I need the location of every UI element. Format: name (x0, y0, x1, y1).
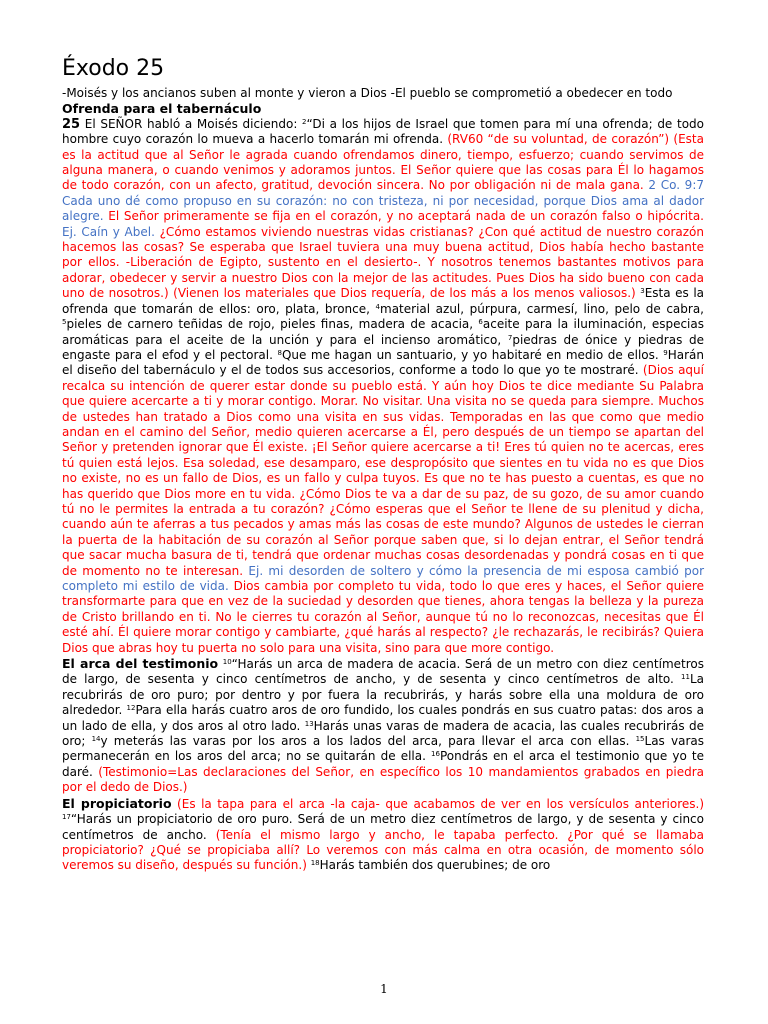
verse-number: 4 (375, 302, 380, 311)
verse-number: 5 (62, 318, 67, 327)
paragraph-ark: El arca del testimonio $^{10}$“Harás un arca de madera de acacia. Será de un metro con diez centímetros de largo, de sesenta y cinco centímetros de ancho, y de sesenta y cinco centímetros de alto. $^{11}$La recubrirás de oro puro; por dentro y por fuera la recubrirás, y harás sobre ella una moldura de oro alrededor. $^{12}$Para ella harás cuatro aros de oro fundido, los cuales pondrás en sus cuatro patas: dos aros a un lado de ella, y dos aros al otro lado. $^{13}$Harás unas varas de madera de acacia, las cuales recubrirás de oro; $^{14}$y meterás las varas por los aros a los lados del arca, para llevar el arca con ellas. $^{15}$Las varas permanecerán en los aros del arca; no se quitarán de ella. $^{16}$Pondrás en el arca el testimonio que yo te daré. (Testimonio=Las declaraciones del Señor, en específico los 10 mandamientos grabados en piedra por el dedo de Dios.) (62, 656, 704, 795)
verse-number: 10 (222, 658, 232, 667)
section-heading-ark: El arca del testimonio (62, 656, 219, 672)
section-heading-offering: Ofrenda para el tabernáculo (62, 101, 262, 117)
page-number: 1 (380, 982, 388, 996)
verse-number: 2 (302, 117, 307, 126)
verse-number: 16 (431, 750, 440, 759)
verse-number: 18 (310, 859, 320, 868)
verse-number: 8 (277, 348, 282, 357)
verse-number: 17 (62, 813, 71, 822)
page-title: Éxodo 25 (62, 56, 165, 81)
commentary: (Dios aquí recalca su intención de querer estar donde su pueblo está. Y aún hoy Dios te dice mediante Su Palabra que quiere acercarte a ti y morar contigo. Morar. No visitar. Una visita no se queda para siempre. Muchos de ustedes han tratado a Dios como una visita en sus vidas. Temporadas en las que como que medio andan en el camino del Señor, medio quieren acercarse a Él, pero después de un tiempo se apartan del Señor y pretenden ignorar que Él existe. ¡El Señor quiere acercarse a ti! Eres tú quien no te acercas, eres tú quien está lejos. Esa soledad, ese desamparo, ese despropósito que sientes en tu vida no es que Dios no existe, no es un fallo de Dios, es un fallo y culpa tuyos. Es que no te has puesto a cuentas, es que no has querido que Dios more en tu vida. ¿Cómo Dios te va a dar de su paz, de su gozo, de su amor cuando tú no le permites la entrada a tu corazón? ¿Cómo esperas que el Señor te llene de su plenitud y dicha, cuando aún te aferras a tus pecados y amas más las cosas de este mundo? Algunos de ustedes le cierran la puerta de la habitación de su corazón al Señor porque saben que, si lo dejan entrar, el Señor tendrá que sacar mucha basura de ti, tendrá que ordenar muchas cosas desordenadas y pondrá cosas en ti que de momento no te interesan. (62, 363, 704, 578)
verse-number: 11 (681, 673, 690, 682)
commentary: El Señor primeramente se fija en el corazón, y no aceptará nada de un corazón falso o hipócrita. (103, 209, 704, 224)
verse-number: 3 (640, 287, 645, 296)
example-note: Ej. Caín y Abel. (62, 224, 155, 239)
verse-number: 14 (91, 735, 101, 744)
commentary: Dios cambia por completo tu vida, todo lo que eres y haces, el Señor quiere transformarte para que en vez de la suciedad y desorden que tienes, ahora tengas la belleza y la pureza de Cristo brillando en ti. No le cierres tu corazón al Señor, aunque tú no lo reconozcas, necesitas que Él esté ahí. Él quiere morar contigo y cambiarte, ¿qué harás al respecto? ¿le rechazarás, le recibirás? Quiera Dios que abras hoy tu puerta no solo para una visita, sino para que more contigo. (62, 579, 704, 655)
paragraph-mercy-seat: El propiciatorio (Es la tapa para el arca -la caja- que acabamos de ver en los versículos anteriores.) $^{17}$“Harás un propiciatorio de oro puro. Será de un metro diez centímetros de largo, y de sesenta y cinco centímetros de ancho. (Tenía el mismo largo y ancho, le tapaba perfecto. ¿Por qué se llamaba propiciatorio? ¿Qué se propiciaba allí? Lo veremos con más calma en otra ocasión, de momento sólo veremos su diseño, después su función.) $^{18}$Harás también dos querubines; de oro (62, 795, 705, 873)
chapter-number: 25 (62, 116, 81, 132)
paragraph-offering: 25 El SEÑOR habló a Moisés diciendo: $^2$“Di a los hijos de Israel que tomen para mí una ofrenda; de todo hombre cuyo corazón lo mueva a hacerlo tomarán mi ofrenda. (RV60 “de su voluntad, de corazón”) (Esta es la actitud que al Señor le agrada cuando ofrendamos dinero, tiempo, esfuerzo; cuando servimos de alguna manera, o cuando venimos y adoramos juntos. El Señor quiere que las cosas para Él lo hagamos de todo corazón, con un afecto, gratitud, devoción sincera. No por obligación ni de mala gana. 2 Co. 9:7 Cada uno dé como propuso en su corazón: no con tristeza, ni por necesidad, porque Dios ama al dador alegre. El Señor primeramente se fija en el corazón, y no aceptará nada de un corazón falso o hipócrita. Ej. Caín y Abel. ¿Cómo estamos viviendo nuestras vidas cristianas? ¿Con qué actitud de nuestro corazón hacemos las cosas? Se esperaba que Israel tuviera una muy buena actitud, Dios había hecho bastante por ellos. -Liberación de Egipto, sustento en el desierto-. Y nosotros tenemos bastantes motivos para adorar, obedecer y servir a nuestro Dios con la mejor de las actitudes. Pues Dios ha sido bueno con cada uno de nosotros.) (Vienen los materiales que Dios requería, de los más a los menos valiosos.) $^3$Esta es la ofrenda que tomarán de ellos: oro, plata, bronce, $^4$material azul, púrpura, carmesí, lino, pelo de cabra, $^5$pieles de carnero teñidas de rojo, pieles finas, madera de acacia, $^6$aceite para la iluminación, especias aromáticas para el aceite de la unción y para el incienso aromático, $^7$piedras de ónice y piedras de engaste para el efod y el pectoral. $^8$Que me hagan un santuario, y yo habitaré en medio de ellos. $^9$Harán el diseño del tabernáculo y el de todos sus accesorios, conforme a todo lo que yo te mostraré. (Dios aquí recalca su intención de querer estar donde su pueblo está. Y aún hoy Dios te dice mediante Su Palabra que quiere acercarte a ti y morar contigo. Morar. No visitar. Una visita no se queda para siempre. Muchos de ustedes han tratado a Dios como una visita en sus vidas. Temporadas en las que como que medio andan en el camino del Señor, medio quieren acercarse a Él, pero después de un tiempo se apartan del Señor y pretenden ignorar que Él existe. ¡El Señor quiere acercarse a ti! Eres tú quien no te acercas, eres tú quien está lejos. Esa soledad, ese desamparo, ese despropósito que sientes en tu vida no es que Dios no existe, no es un fallo de Dios, es un fallo y culpa tuyos. Es que no te has puesto a cuentas, es que no has querido que Dios more en tu vida. ¿Cómo Dios te va a dar de su paz, de su gozo, de su amor cuando tú no le permites la entrada a tu corazón? ¿Cómo esperas que el Señor te llene de su plenitud y dicha, cuando aún te aferras a tus pecados y amas más las cosas de este mundo? Algunos de ustedes le cierran la puerta de la habitación de su corazón al Señor porque saben que, si lo dejan entrar, el Señor tendrá que sacar mucha basura de ti, tendrá que ordenar muchas cosas desordenadas y pondrá cosas en ti que de momento no te interesan. Ej. mi desorden de soltero y cómo la presencia de mi esposa cambió por completo mi estilo de vida. Dios cambia por completo tu vida, todo lo que eres y haces, el Señor quiere transformarte para que en vez de la suciedad y desorden que tienes, ahora tengas la belleza y la pureza de Cristo brillando en ti. No le cierres tu corazón al Señor, aunque tú no lo reconozcas, necesitas que Él esté ahí. Él quiere morar contigo y cambiarte, ¿qué harás al respecto? ¿le rechazarás, le recibirás? Quiera Dios que abras hoy tu puerta no solo para una visita, sino para que more contigo. (62, 116, 705, 655)
verse-number: 7 (507, 333, 513, 342)
verse-number: 12 (126, 704, 136, 713)
commentary: (Testimonio=Las declaraciones del Señor, en específico los 10 mandamientos grabados en piedra por el dedo de Dios.) (62, 764, 704, 795)
chapter-intro: -Moisés y los ancianos suben al monte y vieron a Dios -El pueblo se comprometió a obedecer en todo (62, 86, 673, 100)
verse-number: 13 (304, 719, 314, 728)
commentary: (Es la tapa para el arca -la caja- que acabamos de ver en los versículos anteriores.) (171, 796, 704, 811)
verse-number: 15 (635, 735, 645, 744)
verse-number: 9 (663, 348, 668, 357)
commentary: (RV60 “de su voluntad, de corazón”) (Esta es la actitud que al Señor le agrada cuando ofrendamos dinero, tiempo, esfuerzo; cuando servimos de alguna manera, o cuando venimos y adoramos juntos. El Señor quiere que las cosas para Él lo hagamos de todo corazón, con un afecto, gratitud, devoción sincera. No por obligación ni de mala gana. (62, 132, 704, 193)
commentary: ¿Cómo estamos viviendo nuestras vidas cristianas? ¿Con qué actitud de nuestro corazón hacemos las cosas? Se esperaba que Israel tuviera una muy buena actitud, Dios había hecho bastante por ellos. -Liberación de Egipto, sustento en el desierto-. Y nosotros tenemos bastantes motivos para adorar, obedecer y servir a nuestro Dios con la mejor de las actitudes. Pues Dios ha sido bueno con cada uno de nosotros.) (Vienen los materiales que Dios requería, de los más a los menos valiosos.) (62, 224, 704, 301)
section-heading-mercy-seat: El propiciatorio (62, 795, 172, 811)
commentary: (Tenía el mismo largo y ancho, le tapaba perfecto. ¿Por qué se llamaba propiciatorio? ¿Qué se propiciaba allí? Lo veremos con más calma en otra ocasión, de momento sólo veremos su diseño, después su función.) (62, 827, 705, 873)
example-note: Ej. mi desorden de soltero y cómo la presencia de mi esposa cambió por completo mi estilo de vida. (62, 563, 705, 593)
cross-reference: 2 Co. 9:7 Cada uno dé como propuso en su corazón: no con tristeza, ni por necesidad, porque Dios ama al dador alegre. (62, 178, 704, 224)
verse-number: 6 (478, 318, 483, 327)
